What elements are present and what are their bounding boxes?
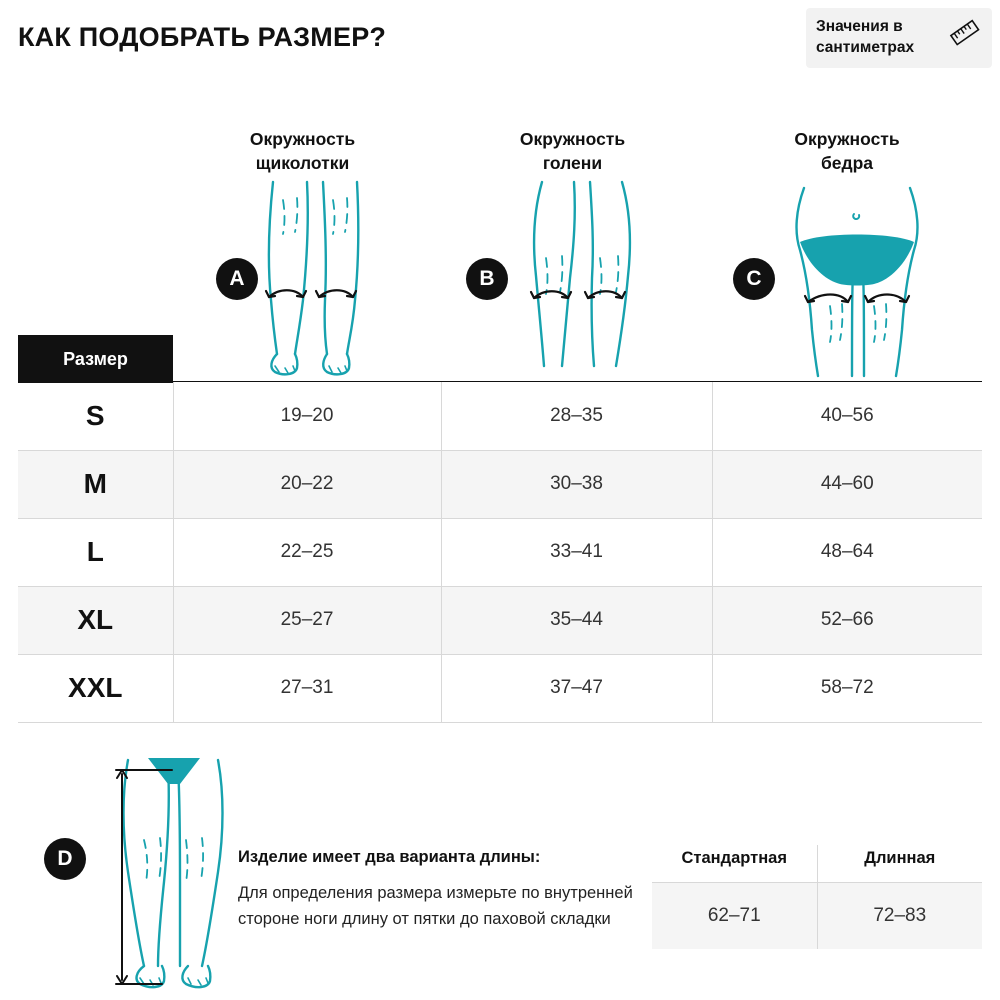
cell-ankle: 22–25 [173, 518, 441, 586]
cell-thigh: 48–64 [712, 518, 982, 586]
legs-illustration-calf [512, 180, 652, 380]
page-title: КАК ПОДОБРАТЬ РАЗМЕР? [18, 22, 387, 52]
badge-a: A [216, 258, 258, 300]
cell-size: L [18, 518, 173, 586]
cell-calf: 33–41 [441, 518, 712, 586]
cell-size: XL [18, 586, 173, 654]
units-badge-line2: сантиметрах [816, 39, 915, 56]
length-table [652, 845, 982, 949]
legs-illustration-ankle [245, 180, 385, 380]
column-header-thigh-line2: бедра [820, 152, 874, 173]
cell-thigh: 44–60 [712, 450, 982, 518]
length-table-header-row [652, 845, 982, 883]
units-badge-line1: Значения в [816, 18, 903, 36]
badge-c: C [733, 258, 775, 300]
ruler-icon [948, 16, 982, 50]
length-table-row [652, 883, 982, 949]
hips-illustration-thigh [782, 180, 932, 380]
length-value-long: 72–83 [817, 883, 982, 949]
size-table-wrapper [18, 382, 982, 723]
column-header-calf [440, 128, 705, 175]
cell-ankle: 20–22 [173, 450, 441, 518]
cell-ankle: 27–31 [173, 654, 441, 722]
column-header-ankle-line2: щиколотки [255, 152, 350, 173]
length-description-lead: Изделие имеет два варианта длины: [238, 848, 541, 866]
column-header-ankle [175, 128, 430, 175]
badge-b: B [466, 258, 508, 300]
length-header-long: Длинная [817, 845, 982, 883]
table-row [18, 450, 982, 518]
size-table [18, 382, 982, 723]
cell-calf: 28–35 [441, 382, 712, 450]
cell-calf: 35–44 [441, 586, 712, 654]
table-row [18, 518, 982, 586]
units-badge-text [816, 17, 914, 59]
cell-thigh: 58–72 [712, 654, 982, 722]
units-badge [806, 8, 992, 68]
table-row [18, 654, 982, 722]
cell-thigh: 52–66 [712, 586, 982, 654]
cell-thigh: 40–56 [712, 382, 982, 450]
length-value-standard: 62–71 [652, 883, 817, 949]
cell-calf: 37–47 [441, 654, 712, 722]
size-column-header: Размер [18, 335, 173, 383]
legs-illustration-length [110, 752, 240, 992]
column-header-thigh-line1: Окружность [794, 129, 900, 149]
cell-size: XXL [18, 654, 173, 722]
cell-size: M [18, 450, 173, 518]
column-header-ankle-line1: Окружность [249, 129, 356, 149]
length-description-body: Для определения размера измерьте по внутренней стороне ноги длину от пятки до паховой складки [238, 884, 633, 928]
cell-size: S [18, 382, 173, 450]
badge-d: D [44, 838, 86, 880]
table-row [18, 382, 982, 450]
column-header-calf-line1: Окружность [519, 129, 626, 149]
cell-ankle: 25–27 [173, 586, 441, 654]
length-header-standard: Стандартная [652, 845, 817, 883]
length-description [238, 848, 643, 932]
cell-ankle: 19–20 [173, 382, 441, 450]
column-header-calf-line2: голени [542, 152, 603, 173]
column-header-thigh [712, 128, 982, 175]
cell-calf: 30–38 [441, 450, 712, 518]
table-row [18, 586, 982, 654]
